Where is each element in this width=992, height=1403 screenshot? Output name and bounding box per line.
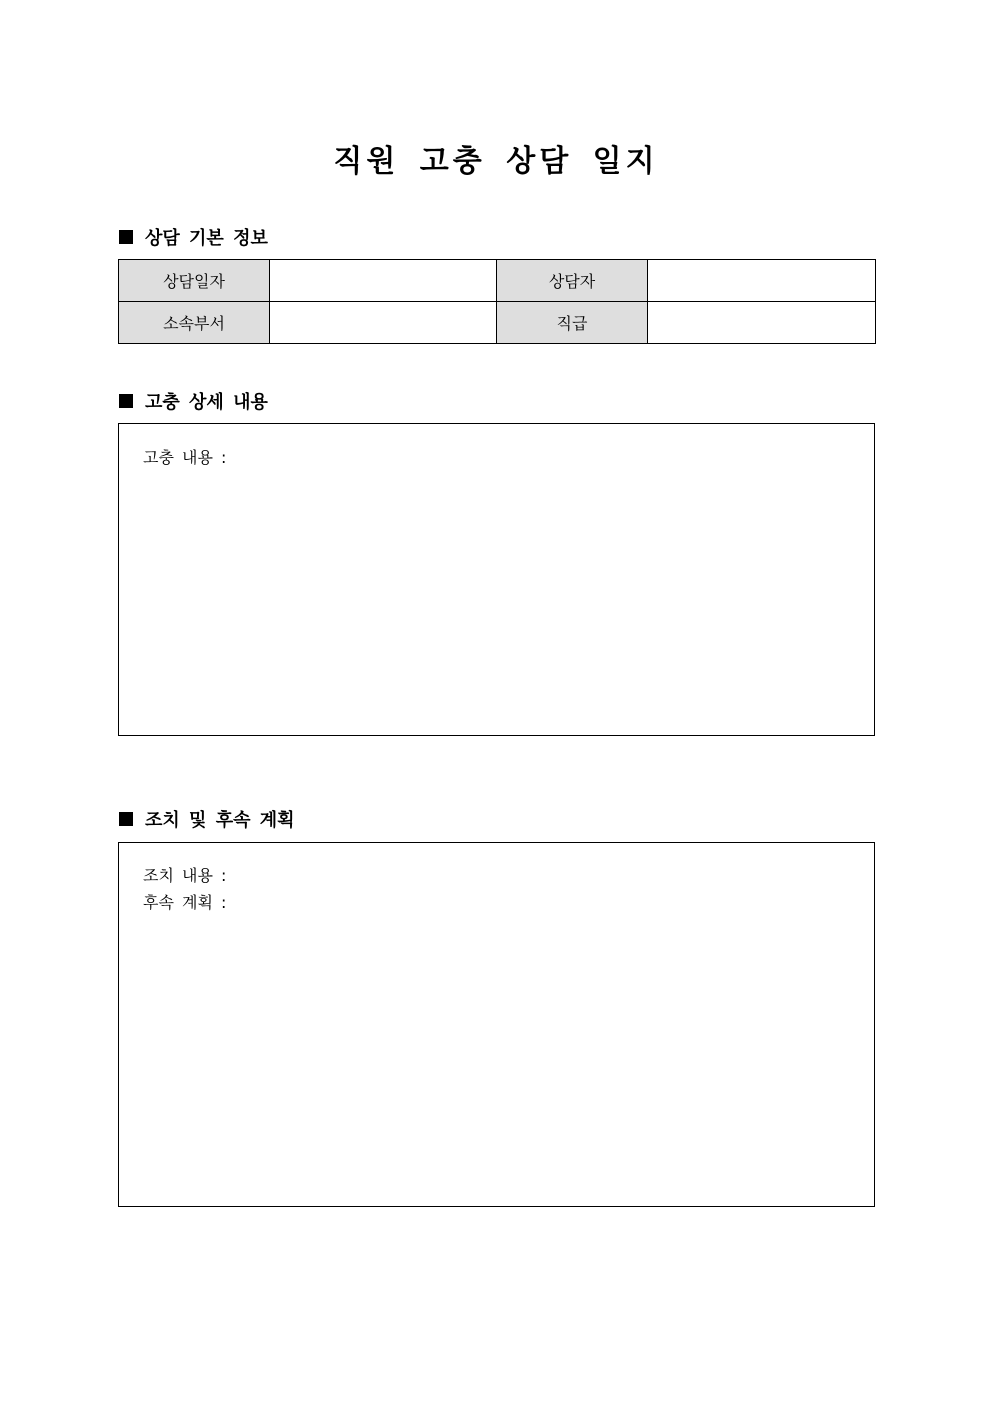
section-heading-basic-info <box>119 224 268 250</box>
basic-info-table <box>118 259 876 344</box>
action-content-label: 조치 내용 : <box>143 866 227 885</box>
section-heading-label: 조치 및 후속 계획 <box>145 810 295 831</box>
position-field[interactable] <box>648 302 876 344</box>
department-field[interactable] <box>270 302 497 344</box>
counsel-date-field[interactable] <box>270 260 497 302</box>
square-bullet-icon <box>119 230 133 244</box>
page-title: 직원 고충 상담 일지 <box>333 144 659 179</box>
followup-plan-label: 후속 계획 : <box>143 893 227 912</box>
department-label: 소속부서 <box>119 302 270 344</box>
counsel-date-label: 상담일자 <box>119 260 270 302</box>
square-bullet-icon <box>119 394 133 408</box>
action-plan-box[interactable] <box>118 842 875 1207</box>
counselor-field[interactable] <box>648 260 876 302</box>
section-heading-detail <box>119 388 268 414</box>
table-row <box>119 302 876 344</box>
table-row <box>119 260 876 302</box>
position-label: 직급 <box>497 302 648 344</box>
counselor-label: 상담자 <box>497 260 648 302</box>
grievance-content-label: 고충 내용 : <box>143 448 227 467</box>
section-heading-label: 상담 기본 정보 <box>145 228 268 249</box>
grievance-detail-box[interactable] <box>118 423 875 736</box>
section-heading-action <box>119 806 295 832</box>
square-bullet-icon <box>119 812 133 826</box>
section-heading-label: 고충 상세 내용 <box>145 392 268 413</box>
